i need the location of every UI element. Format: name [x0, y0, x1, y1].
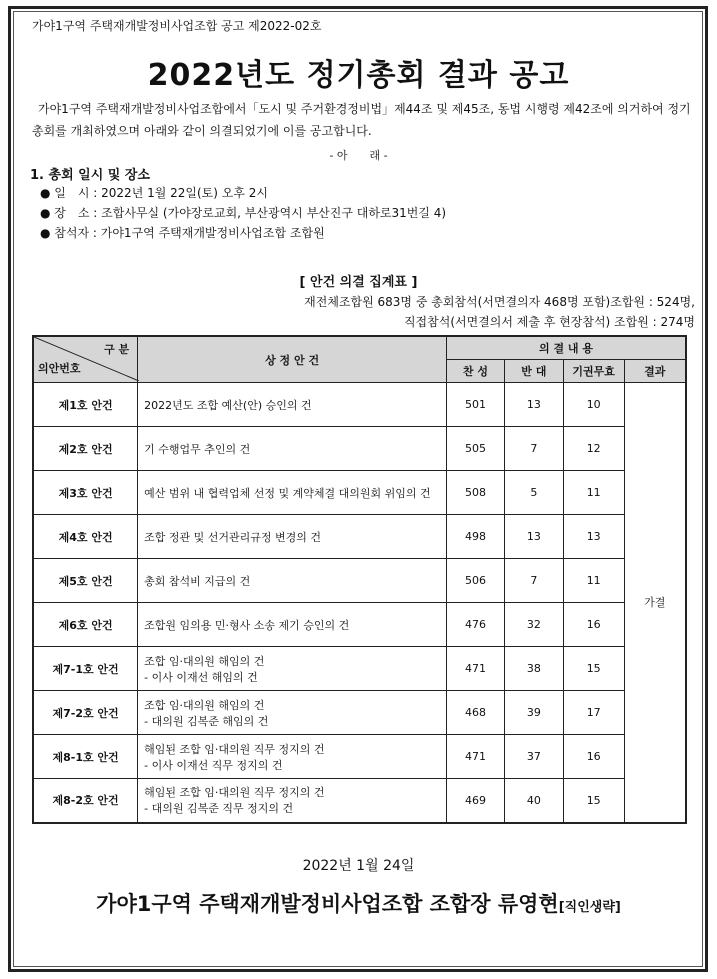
table-row — [33, 515, 686, 559]
votes-abstain: 10 — [563, 383, 624, 427]
votes-abstain: 12 — [563, 427, 624, 471]
signature — [0, 888, 717, 918]
agenda-subtitle: - 이사 이재선 직무 정지의 건 — [144, 758, 283, 772]
agenda-title: 조합 임·대의원 해임의 건 — [144, 654, 265, 668]
header-gubun: 구 분 — [104, 343, 130, 356]
votes-for: 506 — [447, 559, 505, 603]
table-row — [33, 779, 686, 823]
table-row — [33, 647, 686, 691]
agenda-number: 제4호 안건 — [33, 515, 138, 559]
summary-line-2: 직접참석(서면결의서 제출 후 현장참석) 조합원 : 274명 — [403, 315, 695, 329]
agenda-title-cell — [138, 559, 447, 603]
bullet-datetime: ● 일 시 : 2022년 1월 22일(토) 오후 2시 — [40, 186, 268, 200]
votes-against: 13 — [504, 515, 563, 559]
votes-abstain: 17 — [563, 691, 624, 735]
agenda-number: 제8-1호 안건 — [33, 735, 138, 779]
agenda-subtitle: - 대의원 김복준 직무 정지의 건 — [144, 802, 294, 816]
agenda-subtitle: - 대의원 김복준 해임의 건 — [144, 714, 269, 728]
datetime-text: 일 시 : 2022년 1월 22일(토) 오후 2시 — [54, 186, 268, 200]
votes-against: 39 — [504, 691, 563, 735]
header-abstain: 기권무효 — [563, 360, 624, 383]
agenda-number: 제7-2호 안건 — [33, 691, 138, 735]
agenda-number: 제6호 안건 — [33, 603, 138, 647]
header-resolution: 의 결 내 용 — [447, 336, 686, 360]
table-row — [33, 691, 686, 735]
agenda-title-cell — [138, 427, 447, 471]
attendees-text: 참석자 : 가야1구역 주택재개발정비사업조합 조합원 — [54, 226, 325, 240]
votes-against: 5 — [504, 471, 563, 515]
agenda-number: 제5호 안건 — [33, 559, 138, 603]
votes-against: 7 — [504, 559, 563, 603]
agenda-title-cell — [138, 603, 447, 647]
votes-for: 505 — [447, 427, 505, 471]
header-result: 결과 — [624, 360, 686, 383]
votes-for: 476 — [447, 603, 505, 647]
votes-for: 468 — [447, 691, 505, 735]
votes-against: 32 — [504, 603, 563, 647]
vote-table — [32, 335, 687, 824]
header-diagonal-cell — [33, 336, 138, 383]
agenda-title: 해임된 조합 임·대의원 직무 정지의 건 — [144, 742, 325, 756]
agenda-number: 제1호 안건 — [33, 383, 138, 427]
votes-abstain: 13 — [563, 515, 624, 559]
agenda-title-cell — [138, 735, 447, 779]
bullet-attendees: ● 참석자 : 가야1구역 주택재개발정비사업조합 조합원 — [40, 226, 325, 240]
agenda-number: 제3호 안건 — [33, 471, 138, 515]
summary-line-1: 재전체조합원 683명 중 총회참석(서면결의자 468명 포함)조합원 : 524명, — [304, 295, 695, 309]
votes-against: 13 — [504, 383, 563, 427]
signature-text: 가야1구역 주택재개발정비사업조합 조합장 류영현 — [96, 892, 559, 916]
notice-number: 가야1구역 주택재개발정비사업조합 공고 제2022-02호 — [32, 19, 322, 33]
header-for: 찬 성 — [447, 360, 505, 383]
votes-for: 471 — [447, 735, 505, 779]
agenda-title: 조합원 임의용 민·형사 소송 제기 승인의 건 — [144, 618, 350, 632]
table-row — [33, 383, 686, 427]
agenda-number: 제8-2호 안건 — [33, 779, 138, 823]
votes-abstain: 16 — [563, 603, 624, 647]
agenda-subtitle: - 이사 이재선 해임의 건 — [144, 670, 258, 684]
votes-abstain: 11 — [563, 559, 624, 603]
agenda-title: 기 수행업무 추인의 건 — [144, 442, 251, 456]
agenda-number: 제2호 안건 — [33, 427, 138, 471]
bullet-place: ● 장 소 : 조합사무실 (가야장로교회, 부산광역시 부산진구 대하로31번길 4) — [40, 206, 447, 220]
result-cell: 가결 — [624, 383, 686, 823]
agenda-title-cell — [138, 383, 447, 427]
agenda-title-cell — [138, 471, 447, 515]
table-row — [33, 559, 686, 603]
table-row — [33, 427, 686, 471]
table-row — [33, 603, 686, 647]
votes-abstain: 11 — [563, 471, 624, 515]
agenda-title-cell — [138, 779, 447, 823]
agenda-number: 제7-1호 안건 — [33, 647, 138, 691]
header-agenda-no: 의안번호 — [38, 362, 81, 375]
agenda-title-cell — [138, 647, 447, 691]
votes-against: 37 — [504, 735, 563, 779]
agenda-title: 조합 임·대의원 해임의 건 — [144, 698, 265, 712]
place-text: 장 소 : 조합사무실 (가야장로교회, 부산광역시 부산진구 대하로31번길 4) — [54, 206, 447, 220]
agenda-title: 2022년도 조합 예산(안) 승인의 건 — [144, 398, 312, 412]
intro-paragraph: 가야1구역 주택재개발정비사업조합에서「도시 및 주거환경정비법」제44조 및 제45조, 동법 시행령 제42조에 의거하여 정기총회를 개최하였으며 아래와 같이 의결되었기에 이를 공고합니다. — [32, 102, 691, 138]
votes-against: 7 — [504, 427, 563, 471]
votes-for: 508 — [447, 471, 505, 515]
announcement-date: 2022년 1월 24일 — [302, 858, 415, 874]
agenda-title: 해임된 조합 임·대의원 직무 정지의 건 — [144, 786, 325, 800]
agenda-title: 조합 정관 및 선거관리규정 변경의 건 — [144, 530, 322, 544]
agenda-title-cell — [138, 515, 447, 559]
table-caption: [ 안건 의결 집계표 ] — [299, 275, 418, 290]
votes-abstain: 15 — [563, 779, 624, 823]
votes-against: 40 — [504, 779, 563, 823]
votes-for: 469 — [447, 779, 505, 823]
votes-for: 471 — [447, 647, 505, 691]
votes-for: 498 — [447, 515, 505, 559]
table-row — [33, 735, 686, 779]
agenda-title-cell — [138, 691, 447, 735]
seal-note: [직인생략] — [558, 900, 621, 915]
table-row — [33, 471, 686, 515]
page-title: 2022년도 정기총회 결과 공고 — [147, 58, 570, 93]
below-marker: - 아 래 - — [329, 149, 388, 162]
header-agenda: 상 정 안 건 — [138, 336, 447, 383]
section-heading: 1. 총회 일시 및 장소 — [30, 168, 150, 183]
header-against: 반 대 — [504, 360, 563, 383]
votes-against: 38 — [504, 647, 563, 691]
agenda-title: 예산 범위 내 협력업체 선정 및 계약체결 대의원회 위임의 건 — [144, 486, 431, 500]
votes-abstain: 16 — [563, 735, 624, 779]
votes-abstain: 15 — [563, 647, 624, 691]
agenda-title: 총회 참석비 지급의 건 — [144, 574, 251, 588]
votes-for: 501 — [447, 383, 505, 427]
